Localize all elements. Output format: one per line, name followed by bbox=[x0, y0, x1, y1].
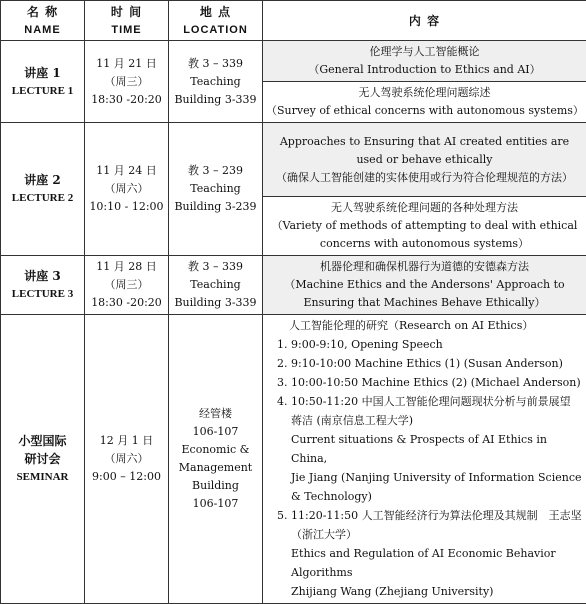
agenda-item-4-speaker-en: Jie Jiang (Nanjing University of Information Science & Technology) bbox=[291, 468, 582, 506]
seminar-hours: 9:00 – 12:00 bbox=[85, 468, 168, 486]
header-time-cn: 时 间 bbox=[85, 3, 168, 21]
agenda-item-1-text: 1. 9:00-9:10, Opening Speech bbox=[291, 335, 582, 354]
lecture-1-time bbox=[85, 41, 169, 123]
seminar-name-en: SEMINAR bbox=[1, 468, 84, 486]
lecture-3-topic-1 bbox=[263, 256, 586, 315]
lecture-3-loc-en1: Teaching bbox=[169, 276, 262, 294]
agenda-item-4-text-en: Current situations & Prospects of AI Ethics in China, bbox=[291, 430, 582, 468]
lecture-3-row bbox=[1, 256, 586, 315]
lecture-1-location bbox=[169, 41, 263, 123]
lecture-2-loc-en2: Building 3-239 bbox=[169, 198, 262, 216]
lecture-1-weekday: （周三） bbox=[85, 73, 168, 91]
agenda-item-2-text: 2. 9:10-10:00 Machine Ethics (1) (Susan Anderson) bbox=[291, 354, 582, 373]
lecture-2-topic-2-cn: 无人驾驶系统伦理问题的各种处理方法 bbox=[266, 199, 583, 217]
seminar-loc-en4: 106-107 bbox=[169, 495, 262, 513]
lecture-1-topic-2-en: （Survey of ethical concerns with autonomous systems） bbox=[266, 102, 583, 120]
lecture-2-name-en: LECTURE 2 bbox=[1, 189, 84, 207]
seminar-date: 12 月 1 日 bbox=[85, 432, 168, 450]
lecture-1-name-cn: 讲座 1 bbox=[1, 64, 84, 82]
agenda-item-5 bbox=[291, 506, 582, 601]
lecture-1-topic-2-cn: 无人驾驶系统伦理问题综述 bbox=[266, 84, 583, 102]
lecture-2-loc-cn: 教 3 – 239 bbox=[169, 162, 262, 180]
lecture-1-name bbox=[1, 41, 85, 123]
seminar-weekday: （周六） bbox=[85, 450, 168, 468]
seminar-name-cn1: 小型国际 bbox=[1, 432, 84, 450]
seminar-name bbox=[1, 315, 85, 604]
header-name bbox=[1, 1, 85, 41]
lecture-2-time bbox=[85, 123, 169, 256]
lecture-2-topic-1-en: Approaches to Ensuring that AI created entities are used or behave ethically bbox=[266, 133, 583, 169]
lecture-3-hours: 18:30 -20:20 bbox=[85, 294, 168, 312]
header-content bbox=[263, 1, 586, 41]
lecture-3-time bbox=[85, 256, 169, 315]
lecture-1-hours: 18:30 -20:20 bbox=[85, 91, 168, 109]
lecture-2-topic-1 bbox=[263, 123, 586, 197]
lecture-2-name bbox=[1, 123, 85, 256]
header-content-cn: 内 容 bbox=[263, 12, 586, 30]
header-time bbox=[85, 1, 169, 41]
lecture-1-topic-1-cn: 伦理学与人工智能概论 bbox=[266, 43, 583, 61]
lecture-2-date: 11 月 24 日 bbox=[85, 162, 168, 180]
agenda-item-1 bbox=[291, 335, 582, 354]
lecture-1-loc-en1: Teaching bbox=[169, 73, 262, 91]
seminar-loc-en1: Economic & bbox=[169, 441, 262, 459]
lecture-3-date: 11 月 28 日 bbox=[85, 258, 168, 276]
agenda-item-4-text-cn: 4. 10:50-11:20 中国人工智能伦理问题现状分析与前景展望 蒋洁 (南京信息工程大学) bbox=[291, 392, 582, 430]
agenda-item-5-speaker-en: Zhijiang Wang (Zhejiang University) bbox=[291, 582, 582, 601]
lecture-1-topic-1-en: （General Introduction to Ethics and AI） bbox=[266, 61, 583, 79]
seminar-loc-cn2: 106-107 bbox=[169, 423, 262, 441]
lecture-2-topic-2-en: （Variety of methods of attempting to deal with ethical concerns with autonomous systems） bbox=[266, 217, 583, 253]
header-location-en: LOCATION bbox=[169, 21, 262, 39]
lecture-2-loc-en1: Teaching bbox=[169, 180, 262, 198]
agenda-item-3-text: 3. 10:00-10:50 Machine Ethics (2) (Michael Anderson) bbox=[291, 373, 582, 392]
lecture-1-loc-en2: Building 3-339 bbox=[169, 91, 262, 109]
seminar-loc-cn1: 经管楼 bbox=[169, 405, 262, 423]
seminar-location bbox=[169, 315, 263, 604]
agenda-item-2 bbox=[291, 354, 582, 373]
lecture-3-name-cn: 讲座 3 bbox=[1, 267, 84, 285]
seminar-content bbox=[263, 315, 586, 604]
agenda-item-5-text-cn: 5. 11:20-11:50 人工智能经济行为算法伦理及其规制 王志坚（浙江大学） bbox=[291, 506, 582, 544]
lecture-3-name bbox=[1, 256, 85, 315]
seminar-time bbox=[85, 315, 169, 604]
lecture-3-topic-1-en: （Machine Ethics and the Andersons' Approach to Ensuring that Machines Behave Ethically） bbox=[266, 276, 583, 312]
seminar-agenda bbox=[269, 335, 582, 601]
seminar-loc-en2: Management bbox=[169, 459, 262, 477]
lecture-1-date: 11 月 21 日 bbox=[85, 55, 168, 73]
lecture-1-loc-cn: 教 3 – 339 bbox=[169, 55, 262, 73]
agenda-item-3 bbox=[291, 373, 582, 392]
lecture-3-location bbox=[169, 256, 263, 315]
header-name-cn: 名 称 bbox=[1, 3, 84, 21]
lecture-3-name-en: LECTURE 3 bbox=[1, 285, 84, 303]
lecture-3-loc-cn: 教 3 – 339 bbox=[169, 258, 262, 276]
seminar-title: 人工智能伦理的研究（Research on AI Ethics） bbox=[269, 317, 582, 335]
lecture-2-name-cn: 讲座 2 bbox=[1, 171, 84, 189]
lecture-2-location bbox=[169, 123, 263, 256]
seminar-name-cn2: 研讨会 bbox=[1, 450, 84, 468]
header-name-en: NAME bbox=[1, 21, 84, 39]
lecture-1-topic-1 bbox=[263, 41, 586, 82]
header-time-en: TIME bbox=[85, 21, 168, 39]
agenda-item-5-text-en: Ethics and Regulation of AI Economic Behavior Algorithms bbox=[291, 544, 582, 582]
lecture-2-row-a bbox=[1, 123, 586, 197]
header-location-cn: 地 点 bbox=[169, 3, 262, 21]
lecture-2-weekday: （周六） bbox=[85, 180, 168, 198]
lecture-1-name-en: LECTURE 1 bbox=[1, 82, 84, 100]
lecture-2-topic-1-cn: （确保人工智能创建的实体使用或行为符合伦理规范的方法） bbox=[266, 169, 583, 187]
lecture-3-topic-1-cn: 机器伦理和确保机器行为道德的安德森方法 bbox=[266, 258, 583, 276]
lecture-1-topic-2 bbox=[263, 82, 586, 123]
header-row bbox=[1, 1, 586, 41]
lecture-3-weekday: （周三） bbox=[85, 276, 168, 294]
lecture-2-topic-2 bbox=[263, 197, 586, 256]
lecture-2-hours: 10:10 - 12:00 bbox=[85, 198, 168, 216]
seminar-loc-en3: Building bbox=[169, 477, 262, 495]
lecture-1-row-a bbox=[1, 41, 586, 82]
header-location bbox=[169, 1, 263, 41]
lecture-3-loc-en2: Building 3-339 bbox=[169, 294, 262, 312]
seminar-row bbox=[1, 315, 586, 604]
agenda-item-4 bbox=[291, 392, 582, 506]
